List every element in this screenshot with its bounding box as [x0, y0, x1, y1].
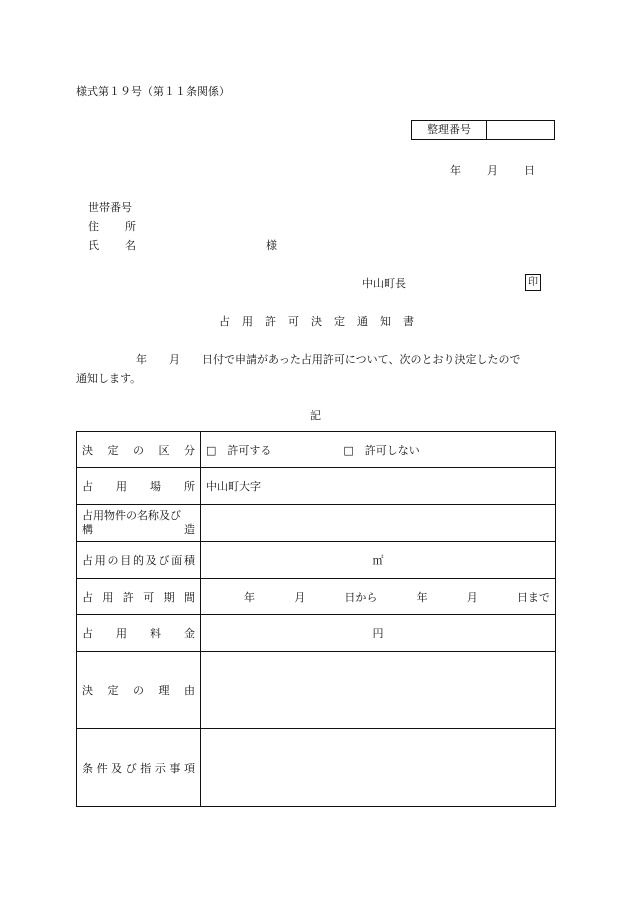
- name-label: 氏 名: [88, 239, 136, 252]
- place-value[interactable]: 中山町大字: [201, 468, 556, 505]
- date-month: 月: [487, 164, 498, 177]
- body-line-2: 通知します。: [76, 372, 142, 385]
- setai-number-label: 世帯番号: [88, 201, 132, 214]
- table-row: [77, 652, 556, 729]
- seiri-number-value[interactable]: [487, 121, 554, 139]
- document-title: 占用許可決定通知書: [219, 315, 426, 328]
- seiri-number-label: 整理番号: [412, 121, 487, 139]
- issuer-name: 中山町長: [362, 277, 406, 290]
- date-line: [450, 164, 535, 178]
- period-start-year: 年: [244, 590, 255, 604]
- option-permit[interactable]: □ 許可する: [206, 443, 272, 457]
- body-text: [76, 350, 556, 388]
- row-label-purpose: 占用の目的及び面積: [77, 542, 201, 579]
- row-label-fee: 占用料金: [77, 615, 201, 652]
- row-label-conditions: 条件及び指示事項: [77, 729, 201, 807]
- period-value[interactable]: [201, 579, 556, 615]
- body-line-1: 年 月 日付で申請があった占用許可について、次のとおり決定したので: [136, 353, 521, 366]
- date-year: 年: [450, 164, 461, 177]
- conditions-value[interactable]: [201, 729, 556, 807]
- sama-suffix: 様: [266, 239, 277, 252]
- table-row: [77, 615, 556, 652]
- period-start-month: 月: [294, 590, 306, 604]
- structure-value[interactable]: [201, 505, 556, 542]
- decision-table: [76, 431, 556, 807]
- period-end-day: 日まで: [516, 590, 550, 604]
- date-day: 日: [524, 164, 535, 177]
- row-label-decision: 決定の区分: [77, 432, 201, 468]
- table-row: [77, 729, 556, 807]
- row-label-reason: 決定の理由: [77, 652, 201, 729]
- area-unit[interactable]: ㎡: [201, 542, 556, 579]
- row-label-structure: 占用物件の名称及び 構造: [77, 505, 201, 542]
- reason-value[interactable]: [201, 652, 556, 729]
- row-label-place: 占用場所: [77, 468, 201, 505]
- period-start-day: 日から: [344, 590, 378, 604]
- decision-options: [201, 432, 556, 468]
- table-row: [77, 468, 556, 505]
- period-end-month: 月: [466, 590, 478, 604]
- address-label: 住 所: [88, 220, 136, 233]
- ki-heading: 記: [310, 409, 321, 422]
- row-label-period: 占用許可期間: [77, 579, 201, 615]
- option-deny[interactable]: □ 許可しない: [343, 443, 420, 457]
- fee-unit[interactable]: 円: [201, 615, 556, 652]
- table-row: [77, 542, 556, 579]
- table-row: [77, 432, 556, 468]
- seiri-number-box: [411, 120, 555, 140]
- period-end-year: 年: [416, 590, 428, 604]
- form-number: 様式第１９号（第１１条関係）: [76, 85, 230, 98]
- table-row: [77, 505, 556, 542]
- table-row: [77, 579, 556, 615]
- seal-stamp: 印: [525, 274, 541, 291]
